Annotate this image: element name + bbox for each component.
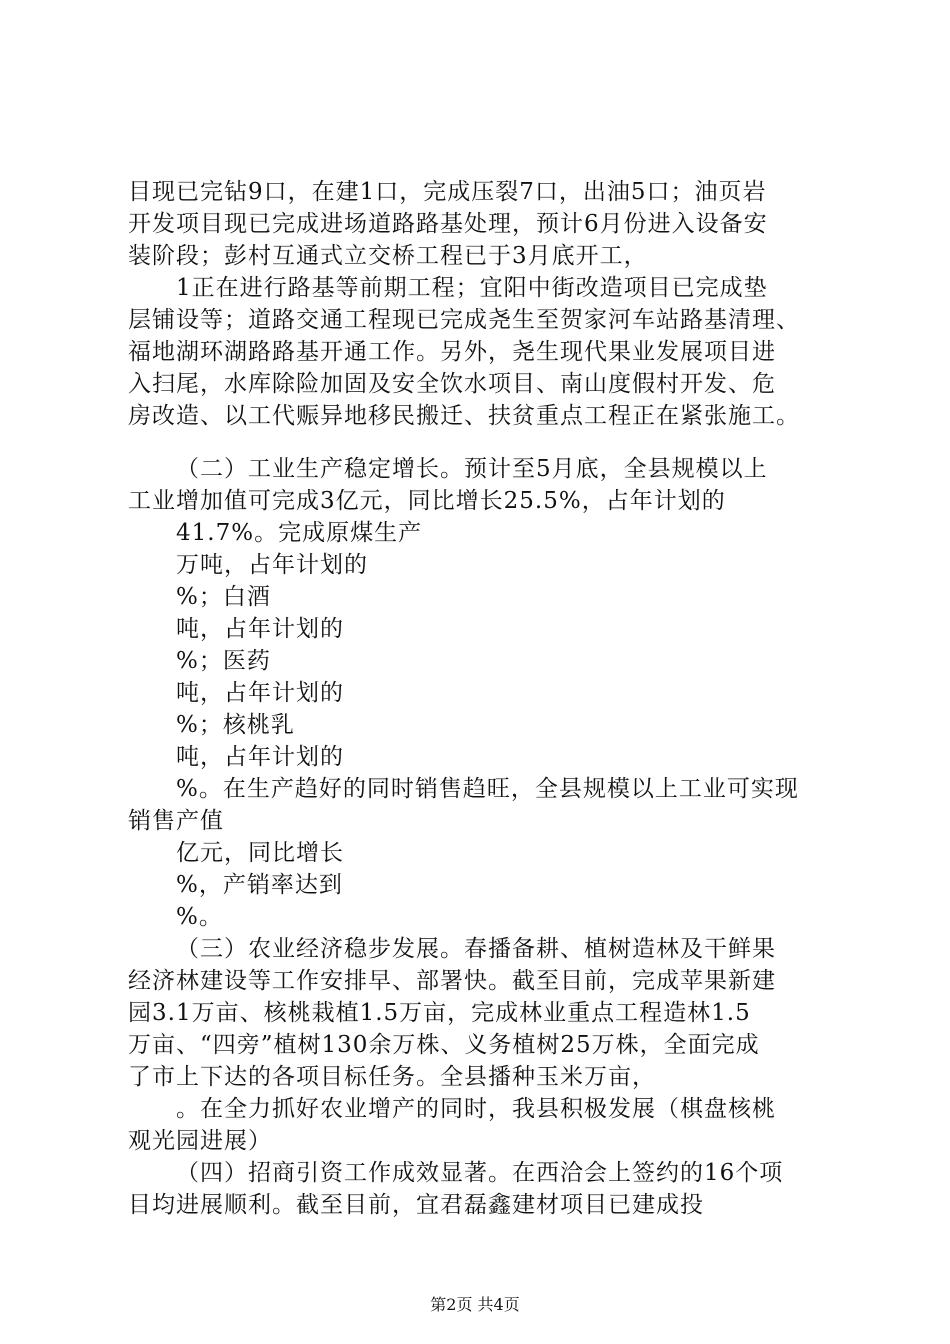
text-line: 了市上下达的各项目标任务。全县播种玉米万亩，	[128, 1064, 656, 1090]
text-line: 1正在进行路基等前期工程；宜阳中街改造项目已完成垫	[176, 275, 768, 301]
text-line: %；医药	[176, 648, 271, 674]
text-line: 入扫尾，水库除险加固及安全饮水项目、南山度假村开发、危	[128, 371, 776, 397]
text-line: 园3.1万亩、核桃栽植1.5万亩，完成林业重点工程造林1.5	[128, 1000, 751, 1026]
page-number-footer: 第2页 共4页	[430, 1295, 520, 1314]
text-line: 福地湖环湖路路基开通工作。另外，尧生现代果业发展项目进	[128, 339, 776, 365]
text-line: 吨，占年计划的	[176, 680, 344, 706]
text-line: %。	[176, 904, 223, 930]
text-line: 装阶段；彭村互通式立交桥工程已于3月底开工，	[128, 243, 648, 269]
text-line: %，产销率达到	[176, 872, 343, 898]
text-line: 吨，占年计划的	[176, 744, 344, 770]
text-line: 工业增加值可完成3亿元，同比增长25.5%，占年计划的	[128, 488, 726, 514]
text-line: 观光园进展）	[128, 1128, 272, 1154]
text-line: 开发项目现已完成进场道路路基处理，预计6月份进入设备安	[128, 211, 768, 237]
text-line: 经济林建设等工作安排早、部署快。截至目前，完成苹果新建	[128, 968, 776, 994]
text-line: 41.7%。完成原煤生产	[176, 520, 423, 546]
text-line: 吨，占年计划的	[176, 616, 344, 642]
text-line: 销售产值	[128, 808, 224, 834]
section-heading-line: （二）工业生产稳定增长。预计至5月底，全县规模以上	[176, 456, 768, 482]
text-line: 目均进展顺利。截至目前，宜君磊鑫建材项目已建成投	[128, 1192, 704, 1218]
section-heading-line: （三）农业经济稳步发展。春播备耕、植树造林及干鲜果	[176, 936, 776, 962]
text-line: 万亩、“四旁”植树130余万株、义务植树25万株，全面完成	[128, 1032, 760, 1058]
text-line: 目现已完钻9口，在建1口，完成压裂7口，出油5口；油页岩	[128, 179, 767, 205]
text-line: 。在全力抓好农业增产的同时，我县积极发展（棋盘核桃	[176, 1096, 776, 1122]
text-line: %；白酒	[176, 584, 271, 610]
text-line: 亿元，同比增长	[176, 840, 344, 866]
text-line: %。在生产趋好的同时销售趋旺，全县规模以上工业可实现	[176, 776, 799, 802]
text-line: 房改造、以工代赈异地移民搬迁、扶贫重点工程正在紧张施工。	[128, 403, 800, 429]
text-line: 层铺设等；道路交通工程现已完成尧生至贺家河车站路基清理、	[128, 307, 800, 333]
text-line: %；核桃乳	[176, 712, 295, 738]
section-heading-line: （四）招商引资工作成效显著。在西洽会上签约的16个项	[176, 1160, 784, 1186]
text-line: 万吨，占年计划的	[176, 552, 368, 578]
